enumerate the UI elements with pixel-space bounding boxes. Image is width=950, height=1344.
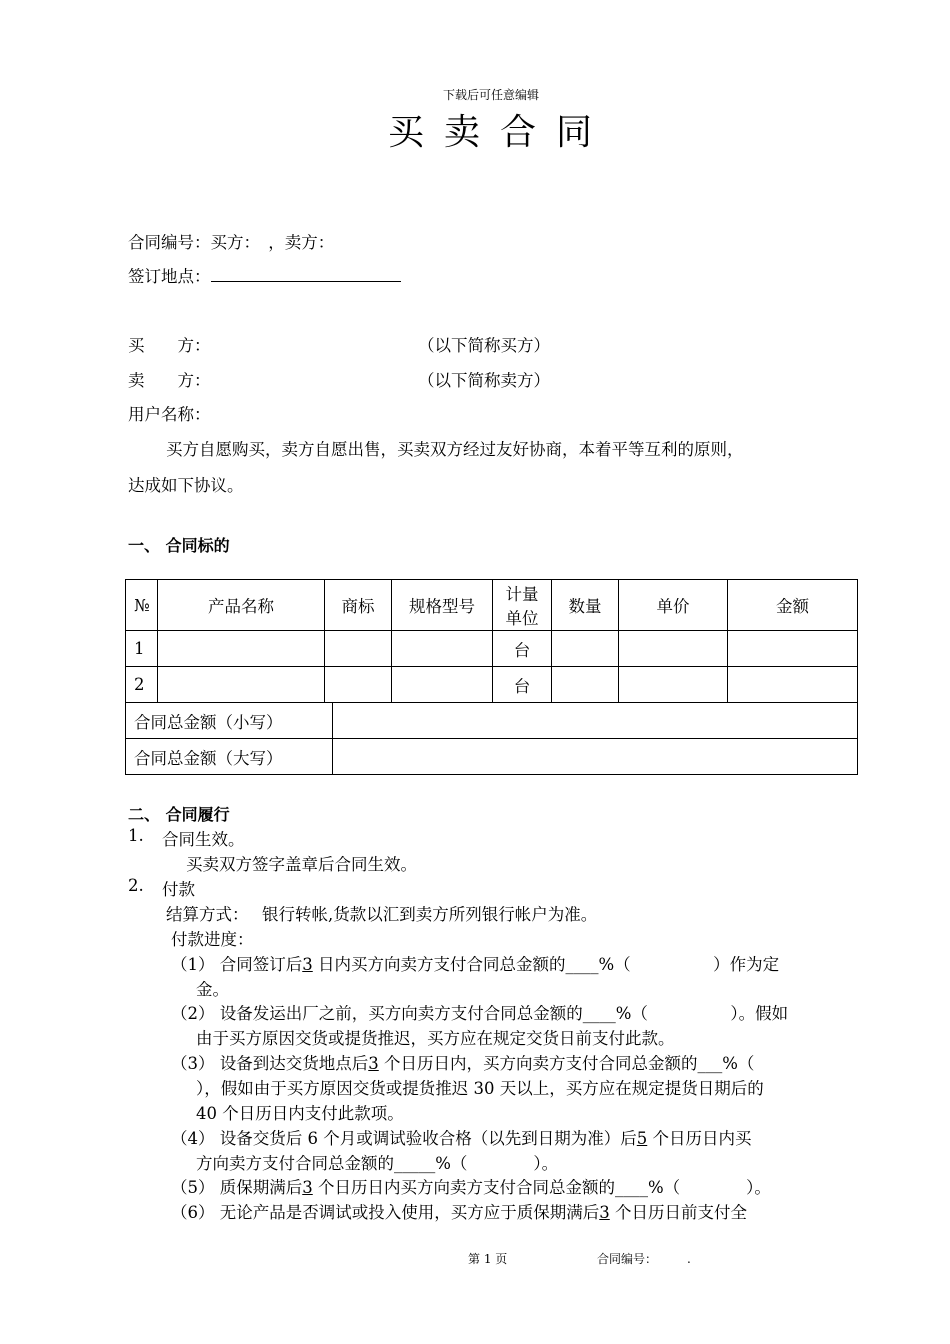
- product-cell[interactable]: [158, 667, 325, 703]
- table-header-row: [126, 580, 858, 631]
- col-header-unit: 计量 单位: [493, 580, 552, 631]
- model-cell[interactable]: [392, 667, 493, 703]
- page-number: 第 1 页: [468, 1252, 508, 1266]
- price-cell[interactable]: [619, 631, 728, 667]
- product-cell[interactable]: [158, 631, 325, 667]
- buyer-label: 买 方：: [128, 336, 211, 355]
- payment-item-2: （2） 设备发运出厂之前，买方向卖方支付合同总金额的____%（ ）。假如: [171, 1004, 789, 1023]
- total-big-label: 合同总金额（大写）: [126, 739, 333, 775]
- page-title: 买卖合同: [388, 112, 613, 153]
- item-1-text: 买卖双方签字盖章后合同生效。: [186, 855, 417, 874]
- unit-cell: 台: [493, 631, 552, 667]
- section-1-title: 一、 合同标的: [128, 536, 230, 555]
- payment-item-4-cont: 方向卖方支付合同总金额的_____%（ ）。: [196, 1154, 559, 1173]
- buyer-note: （以下简称买方）: [418, 336, 550, 355]
- price-cell[interactable]: [619, 667, 728, 703]
- download-note: 下载后可任意编辑: [443, 88, 540, 102]
- payment-item-1-cont: 金。: [196, 980, 229, 999]
- col-header-no: №: [126, 580, 158, 631]
- col-header-quantity: 数量: [552, 580, 619, 631]
- footer-contract-number: 合同编号： .: [597, 1252, 691, 1266]
- item-1-number: 1.: [128, 826, 144, 845]
- sign-place-field[interactable]: [211, 265, 401, 282]
- col-header-brand: 商标: [325, 580, 392, 631]
- sign-place: [128, 263, 401, 287]
- payment-item-2-cont: 由于买方原因交货或提货推迟，买方应在规定交货日前支付此款。: [196, 1029, 675, 1048]
- col-header-price: 单价: [619, 580, 728, 631]
- amount-cell[interactable]: [728, 667, 858, 703]
- user-name-label: 用户名称：: [128, 405, 211, 424]
- section-2-title: 二、 合同履行: [128, 805, 230, 824]
- item-1-title: 合同生效。: [162, 830, 245, 849]
- total-big-value[interactable]: [333, 739, 858, 775]
- col-header-amount: 金额: [728, 580, 858, 631]
- unit-cell: 台: [493, 667, 552, 703]
- payment-item-3: （3） 设备到达交货地点后3 个日历日内，买方向卖方支付合同总金额的___%（: [171, 1054, 755, 1073]
- item-2-number: 2.: [128, 876, 144, 895]
- quantity-cell[interactable]: [552, 631, 619, 667]
- total-small-value[interactable]: [333, 703, 858, 739]
- model-cell[interactable]: [392, 631, 493, 667]
- seller-note: （以下简称卖方）: [418, 371, 550, 390]
- payment-item-3-cont-2: 40 个日历日内支付此款项。: [196, 1104, 404, 1123]
- col-header-model: 规格型号: [392, 580, 493, 631]
- col-header-product: 产品名称: [158, 580, 325, 631]
- seller-label: 卖 方：: [128, 371, 211, 390]
- quantity-cell[interactable]: [552, 667, 619, 703]
- intro-line-2: 达成如下协议。: [128, 476, 244, 495]
- brand-cell[interactable]: [325, 631, 392, 667]
- goods-table: [125, 579, 858, 703]
- sign-place-label: 签订地点：: [128, 267, 211, 286]
- table-row: [126, 667, 858, 703]
- amount-cell[interactable]: [728, 631, 858, 667]
- payment-item-5: （5） 质保期满后3 个日历日内买方向卖方支付合同总金额的____%（ ）。: [171, 1178, 771, 1197]
- totals-table: [125, 702, 858, 775]
- row-no: 1: [126, 631, 158, 667]
- brand-cell[interactable]: [325, 667, 392, 703]
- settlement-method: 结算方式： 银行转帐,货款以汇到卖方所列银行帐户为准。: [166, 905, 598, 924]
- payment-item-1: （1） 合同签订后3 日内买方向卖方支付合同总金额的____%（ ）作为定: [171, 955, 780, 974]
- payment-item-6: （6） 无论产品是否调试或投入使用，买方应于质保期满后3 个日历日前支付全: [171, 1203, 747, 1222]
- payment-progress-title: 付款进度：: [171, 930, 254, 949]
- payment-item-3-cont-1: ），假如由于买方原因交货或提货推迟 30 天以上，买方应在规定提货日期后的: [196, 1079, 764, 1098]
- payment-item-4: （4） 设备交货后 6 个月或调试验收合格（以先到日期为准）后5 个日历日内买: [171, 1129, 752, 1148]
- contract-number-line: 合同编号：买方： ，卖方：: [128, 233, 335, 252]
- table-row: [126, 631, 858, 667]
- intro-line-1: 买方自愿购买，卖方自愿出售，买卖双方经过友好协商，本着平等互利的原则，: [166, 440, 744, 459]
- total-small-label: 合同总金额（小写）: [126, 703, 333, 739]
- row-no: 2: [126, 667, 158, 703]
- item-2-title: 付款: [162, 880, 195, 899]
